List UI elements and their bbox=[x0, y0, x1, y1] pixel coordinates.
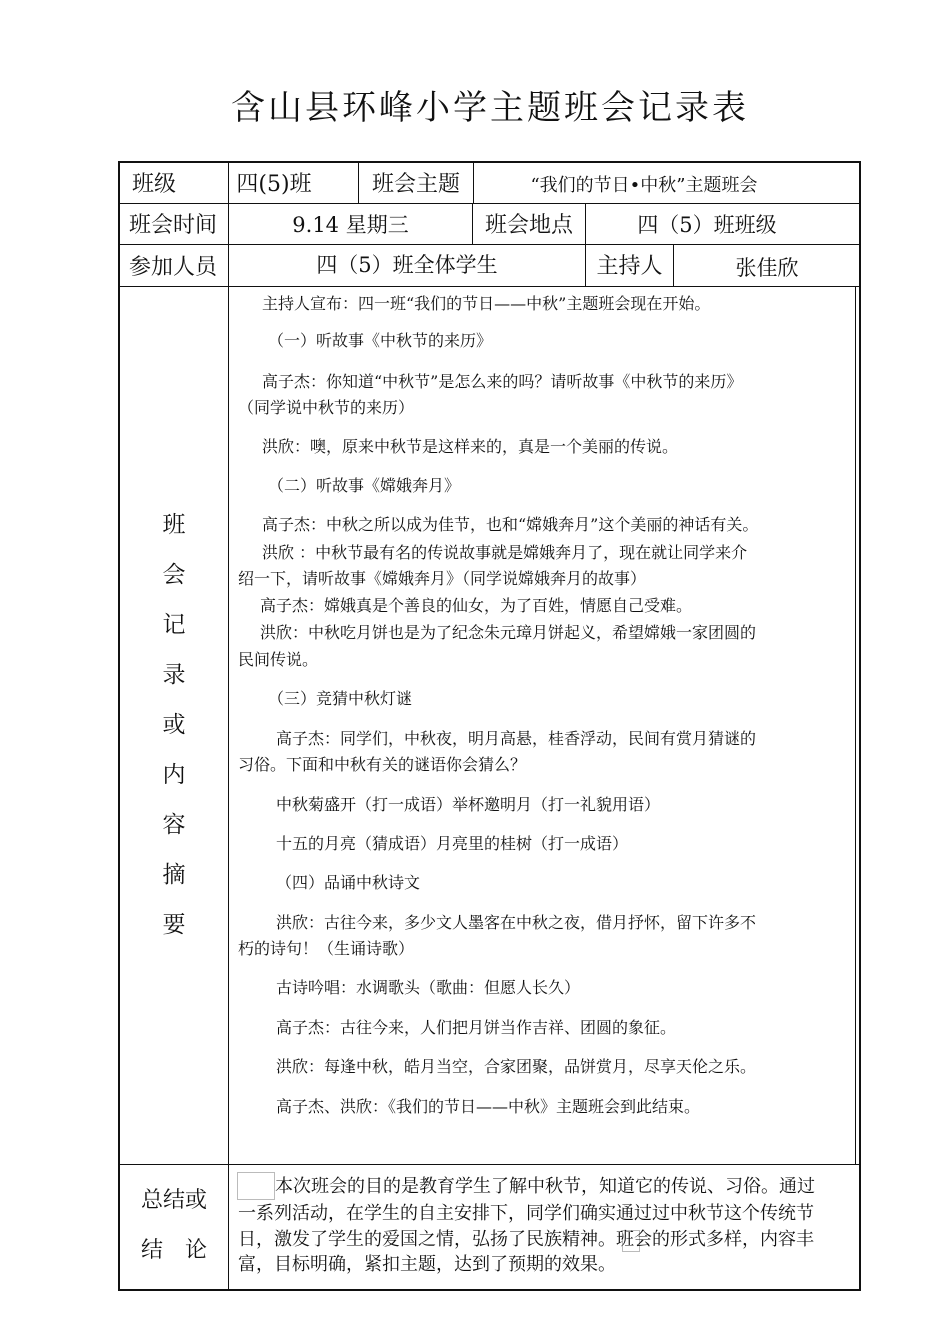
content-line: 古诗吟唱：水调歌头（歌曲：但愿人长久） bbox=[276, 978, 581, 997]
content-line: 高子杰、洪欣：《我们的节日——中秋》主题班会到此结束。 bbox=[276, 1097, 701, 1116]
content-label-char: 会 bbox=[162, 562, 186, 588]
content-label-char: 摘 bbox=[162, 862, 186, 888]
content-line: 高子杰：嫦娥真是个善良的仙女，为了百姓，情愿自己受难。 bbox=[260, 596, 693, 615]
content-line: 洪欣：中秋吃月饼也是为了纪念朱元璋月饼起义，希望嫦娥一家团圆的 bbox=[260, 623, 757, 642]
time-label: 班会时间 bbox=[128, 213, 217, 238]
content-line: 中秋菊盛开（打一成语）举杯邀明月（打一礼貌用语） bbox=[276, 795, 661, 814]
summary-line: 本次班会的目的是教育学生了解中秋节，知道它的传说、习俗。通过 bbox=[275, 1176, 815, 1197]
content-label-char: 录 bbox=[162, 662, 186, 688]
class-label: 班级 bbox=[131, 171, 176, 197]
summary-label: 结 论 bbox=[140, 1238, 207, 1263]
content-line: 主持人宣布：四一班“我们的节日——中秋”主题班会现在开始。 bbox=[262, 294, 711, 313]
col-divider bbox=[228, 161, 229, 1291]
summary-line: 一系列活动，在学生的自主安排下，同学们确实通过过中秋节这个传统节 bbox=[238, 1203, 814, 1224]
page-title: 含山县环峰小学主题班会记录表 bbox=[231, 88, 749, 128]
col-divider bbox=[855, 286, 856, 1164]
content-label-char: 班 bbox=[162, 512, 186, 538]
content-label-char: 记 bbox=[162, 612, 186, 638]
content-line: 高子杰：同学们，中秋夜，明月高悬，桂香浮动，民间有赏月猜谜的 bbox=[276, 729, 757, 748]
content-line: （一）听故事《中秋节的来历》 bbox=[268, 331, 493, 350]
host-value: 张佳欣 bbox=[735, 256, 799, 280]
placeholder-box bbox=[237, 1172, 275, 1200]
content-label bbox=[120, 500, 228, 950]
place-value: 四（5）班班级 bbox=[637, 212, 777, 237]
content-label-char: 容 bbox=[162, 812, 186, 838]
content-line: （四）品诵中秋诗文 bbox=[276, 873, 421, 892]
content-line: 绍一下，请听故事《嫦娥奔月》（同学说嫦娥奔月的故事） bbox=[238, 569, 647, 588]
place-label: 班会地点 bbox=[484, 213, 573, 238]
content-line: 朽的诗句！（生诵诗歌） bbox=[238, 939, 415, 958]
class-value: 四(5)班 bbox=[236, 171, 312, 197]
content-line: 民间传说。 bbox=[238, 650, 319, 669]
summary-line: 富，目标明确，紧扣主题，达到了预期的效果。 bbox=[238, 1254, 616, 1275]
content-line: 洪欣：古往今来，多少文人墨客在中秋之夜，借月抒怀，留下许多不 bbox=[276, 913, 757, 932]
topic-label: 班会主题 bbox=[371, 171, 460, 197]
content-line: 习俗。下面和中秋有关的谜语你会猜么？ bbox=[238, 755, 527, 774]
content-line: 高子杰：你知道“中秋节”是怎么来的吗？请听故事《中秋节的来历》 bbox=[262, 372, 743, 391]
content-line: 十五的月亮（猜成语）月亮里的桂树（打一成语） bbox=[276, 834, 629, 853]
attendees-label: 参加人员 bbox=[128, 254, 217, 280]
content-line: 洪欣 ：中秋节最有名的传说故事就是嫦娥奔月了，现在就让同学来介 bbox=[262, 543, 748, 562]
content-line: （二）听故事《嫦娥奔月》 bbox=[268, 476, 461, 495]
content-line: 高子杰：古往今来，人们把月饼当作吉祥、团圆的象征。 bbox=[276, 1018, 677, 1037]
host-label: 主持人 bbox=[596, 253, 663, 279]
summary-line: 日，激发了学生的爱国之情，弘扬了民族精神。班会的形式多样，内容丰 bbox=[238, 1229, 814, 1250]
content-line: （同学说中秋节的来历） bbox=[238, 398, 415, 417]
content-label-char: 内 bbox=[162, 762, 186, 788]
time-value: 9.14 星期三 bbox=[292, 212, 409, 237]
content-label-char: 或 bbox=[162, 712, 186, 738]
topic-value: “我们的节日•中秋”主题班会 bbox=[530, 175, 758, 196]
row-divider bbox=[118, 1164, 861, 1165]
attendees-value: 四（5）班全体学生 bbox=[316, 253, 498, 277]
content-line: （三）竞猜中秋灯谜 bbox=[268, 689, 413, 708]
content-line: 洪欣：每逢中秋，皓月当空，合家团聚，品饼赏月，尽享天伦之乐。 bbox=[276, 1057, 757, 1076]
summary-label: 总结或 bbox=[140, 1188, 207, 1213]
content-line: 洪欣：噢，原来中秋节是这样来的，真是一个美丽的传说。 bbox=[262, 437, 679, 456]
content-line: 高子杰：中秋之所以成为佳节，也和“嫦娥奔月”这个美丽的神话有关。 bbox=[262, 515, 759, 534]
content-label-char: 要 bbox=[162, 912, 186, 938]
